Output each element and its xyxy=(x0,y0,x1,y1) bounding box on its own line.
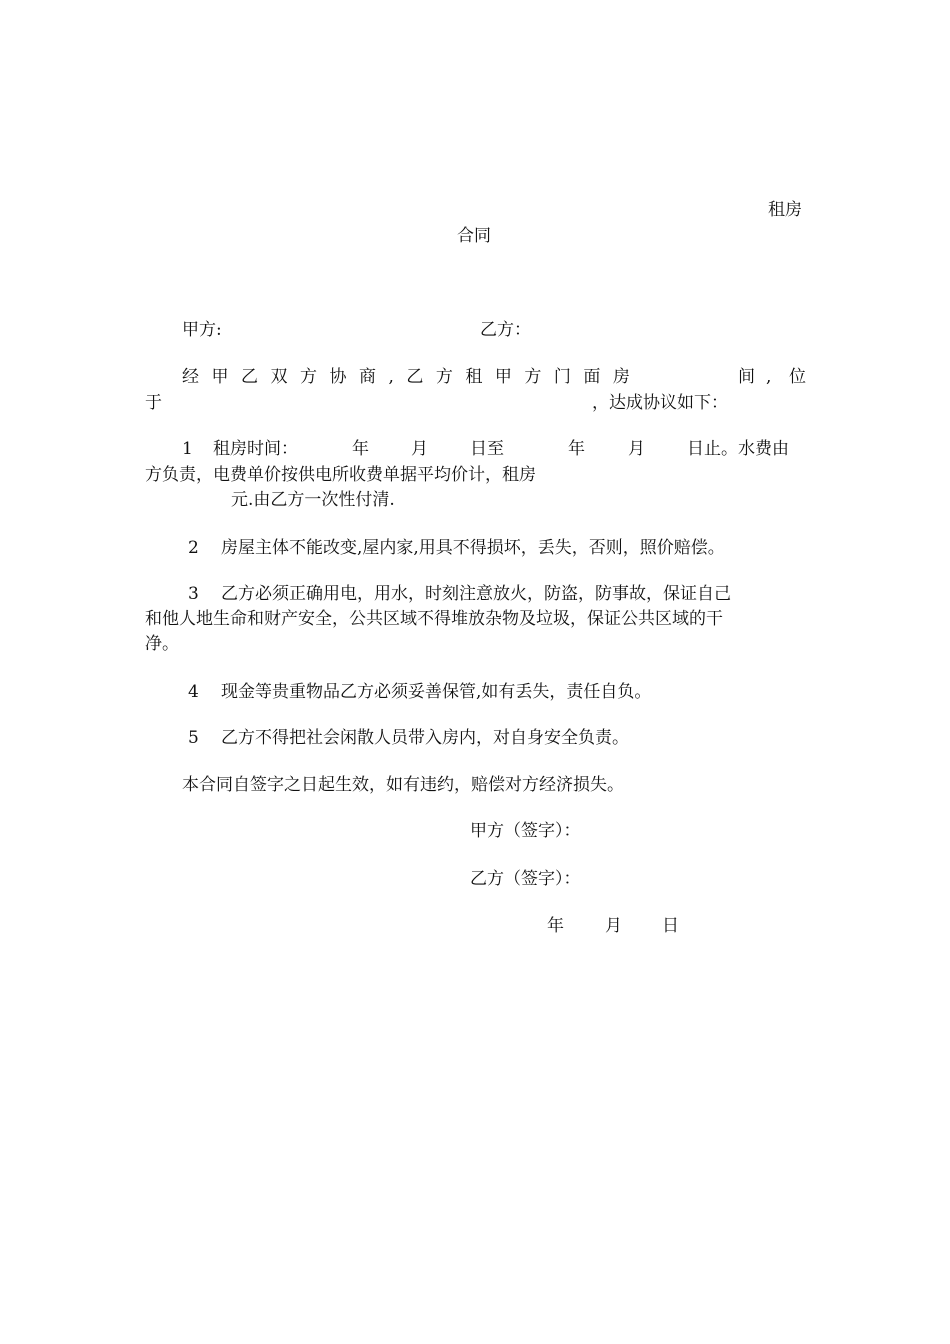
clause4-number: 4 xyxy=(188,682,199,702)
intro-jian: 间 xyxy=(738,367,755,387)
clause4-text: 现金等贵重物品乙方必须妥善保管,如有丢失，责任自负。 xyxy=(221,682,652,702)
title-part2: 合同 xyxy=(457,226,491,246)
clause5-number: 5 xyxy=(188,728,199,748)
date-year: 年 xyxy=(547,916,564,936)
intro-char: 商 xyxy=(359,367,376,387)
intro-wei: 位 xyxy=(789,367,806,387)
clause2-text: 房屋主体不能改变,屋内家,用具不得损坏，丢失，否则，照价赔偿。 xyxy=(221,538,725,558)
clause3-number: 3 xyxy=(188,584,199,604)
intro-tail: ，达成协议如下： xyxy=(592,393,728,413)
title-part1: 租房 xyxy=(768,200,802,220)
intro-char: 门 xyxy=(553,367,571,387)
date-month: 月 xyxy=(605,916,622,936)
intro-char: 甲 xyxy=(494,367,512,387)
clause1-line-3: 元.由乙方一次性付清. xyxy=(231,490,395,510)
party-a-signature: 甲方（签字）： xyxy=(470,821,581,841)
clause1-month-start: 月 xyxy=(411,439,428,459)
party-b-label: 乙方： xyxy=(480,320,531,340)
intro-char: 协 xyxy=(329,367,347,387)
clause1-day-end: 日止。水费由 xyxy=(687,439,789,459)
intro-char: 乙 xyxy=(241,367,258,387)
intro-char: 双 xyxy=(270,367,288,387)
intro-char: 乙 xyxy=(406,367,424,387)
intro-char: , xyxy=(388,367,394,387)
party-b-signature: 乙方（签字）： xyxy=(470,869,581,889)
intro-char: 方 xyxy=(435,367,453,387)
clause1-year-end: 年 xyxy=(568,439,585,459)
intro-char: 经 xyxy=(182,367,199,387)
intro-char: 房 xyxy=(612,367,630,387)
clause1-label: 租房时间： xyxy=(213,439,298,459)
intro-char: 方 xyxy=(300,367,317,387)
intro-yu: 于 xyxy=(145,393,162,413)
intro-char: 方 xyxy=(524,367,542,387)
intro-char: 面 xyxy=(583,367,601,387)
clause2-number: 2 xyxy=(188,538,199,558)
clause3-line-3: 净。 xyxy=(145,634,179,654)
clause3-line-1: 乙方必须正确用电，用水，时刻注意放火，防盗，防事故，保证自己 xyxy=(221,584,731,604)
intro-line-1 xyxy=(182,364,630,390)
intro-comma: , xyxy=(766,367,772,387)
clause1-line-2: 方负责，电费单价按供电所收费单据平均价计，租房 xyxy=(145,465,536,485)
date-day: 日 xyxy=(662,916,679,936)
intro-char: 甲 xyxy=(211,367,229,387)
clause1-number: 1 xyxy=(182,439,193,459)
clause1-month-end: 月 xyxy=(628,439,645,459)
clause1-day-to: 日至 xyxy=(470,439,504,459)
party-a-label: 甲方: xyxy=(182,320,222,340)
clause1-year-start: 年 xyxy=(352,439,369,459)
clause3-line-2: 和他人地生命和财产安全，公共区域不得堆放杂物及垃圾，保证公共区域的干 xyxy=(145,609,723,629)
intro-char: 租 xyxy=(465,367,483,387)
clause5-text: 乙方不得把社会闲散人员带入房内，对自身安全负责。 xyxy=(221,728,629,748)
effective-clause: 本合同自签字之日起生效，如有违约，赔偿对方经济损失。 xyxy=(182,775,624,795)
